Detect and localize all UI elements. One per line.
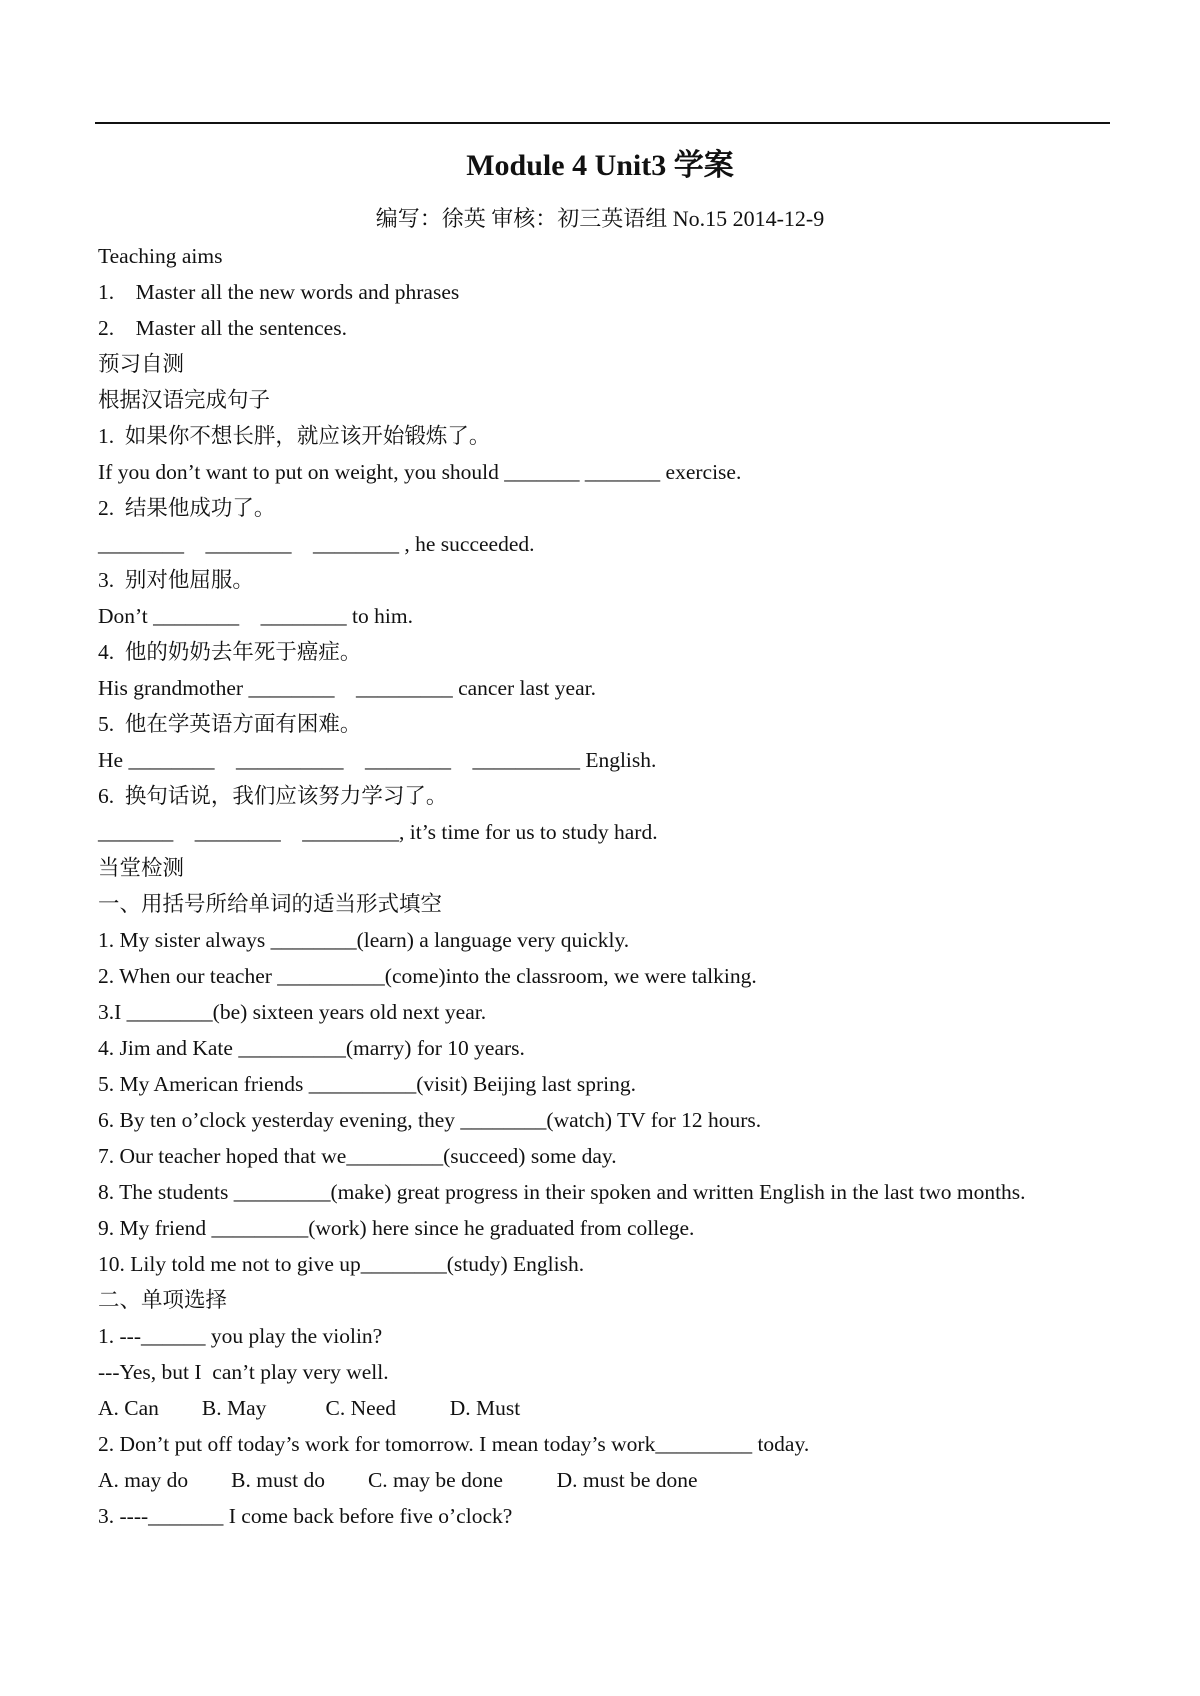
- instruction-line: 二、单项选择: [98, 1288, 228, 1312]
- exercise-item: 3.I ________(be) sixteen years old next year.: [98, 1000, 487, 1024]
- chinese-prompt: 4. 他的奶奶去年死于癌症。: [98, 640, 362, 664]
- exercise-item: 2. When our teacher __________(come)into the classroom, we were talking.: [98, 964, 757, 988]
- fill-in-line: His grandmother ________ _________ cancer last year.: [98, 676, 596, 700]
- chinese-prompt: 5. 他在学英语方面有困难。: [98, 712, 362, 736]
- chinese-prompt: 6. 换句话说，我们应该努力学习了。: [98, 784, 448, 808]
- answer-options: A. Can B. May C. Need D. Must: [98, 1396, 521, 1420]
- fill-in-line: ________ ________ ________ , he succeeded.: [98, 532, 535, 556]
- chinese-prompt: 3. 别对他屈服。: [98, 568, 254, 592]
- chinese-prompt: 1. 如果你不想长胖，就应该开始锻炼了。: [98, 424, 491, 448]
- aim-item: 1. Master all the new words and phrases: [98, 280, 460, 304]
- fill-in-line: He ________ __________ ________ __________ English.: [98, 748, 657, 772]
- fill-in-line: Don’t ________ ________ to him.: [98, 604, 413, 628]
- section-heading: Teaching aims: [98, 244, 223, 268]
- exercise-item: 8. The students _________(make) great progress in their spoken and written English in the last two months.: [98, 1180, 1026, 1204]
- worksheet-body: [98, 238, 1108, 1534]
- section-heading: 预习自测: [98, 352, 185, 376]
- instruction-line: 一、用括号所给单词的适当形式填空: [98, 892, 443, 916]
- exercise-item: 1. My sister always ________(learn) a language very quickly.: [98, 928, 630, 952]
- exercise-item: 5. My American friends __________(visit) Beijing last spring.: [98, 1072, 637, 1096]
- page-subtitle: 编写：徐英 审核：初三英语组 No.15 2014-12-9: [375, 206, 825, 231]
- exercise-item: 10. Lily told me not to give up________(study) English.: [98, 1252, 585, 1276]
- exercise-item: 7. Our teacher hoped that we_________(succeed) some day.: [98, 1144, 617, 1168]
- exercise-item: 9. My friend _________(work) here since he graduated from college.: [98, 1216, 695, 1240]
- exercise-item: 6. By ten o’clock yesterday evening, they ________(watch) TV for 12 hours.: [98, 1108, 762, 1132]
- exercise-item: 4. Jim and Kate __________(marry) for 10 years.: [98, 1036, 525, 1060]
- answer-options: A. may do B. must do C. may be done D. must be done: [98, 1468, 698, 1492]
- question-item: 2. Don’t put off today’s work for tomorrow. I mean today’s work_________ today.: [98, 1432, 810, 1456]
- instruction-line: 根据汉语完成句子: [98, 388, 271, 412]
- fill-in-line: _______ ________ _________, it’s time for us to study hard.: [98, 820, 658, 844]
- question-item: ---Yes, but I can’t play very well.: [98, 1360, 389, 1384]
- aim-item: 2. Master all the sentences.: [98, 316, 347, 340]
- page-title: Module 4 Unit3 学案: [466, 149, 734, 182]
- question-item: 3. ----_______ I come back before five o’clock?: [98, 1504, 513, 1528]
- chinese-prompt: 2. 结果他成功了。: [98, 496, 276, 520]
- section-heading: 当堂检测: [98, 856, 185, 880]
- header-rule: [95, 122, 1110, 124]
- question-item: 1. ---______ you play the violin?: [98, 1324, 383, 1348]
- fill-in-line: If you don’t want to put on weight, you should _______ _______ exercise.: [98, 460, 742, 484]
